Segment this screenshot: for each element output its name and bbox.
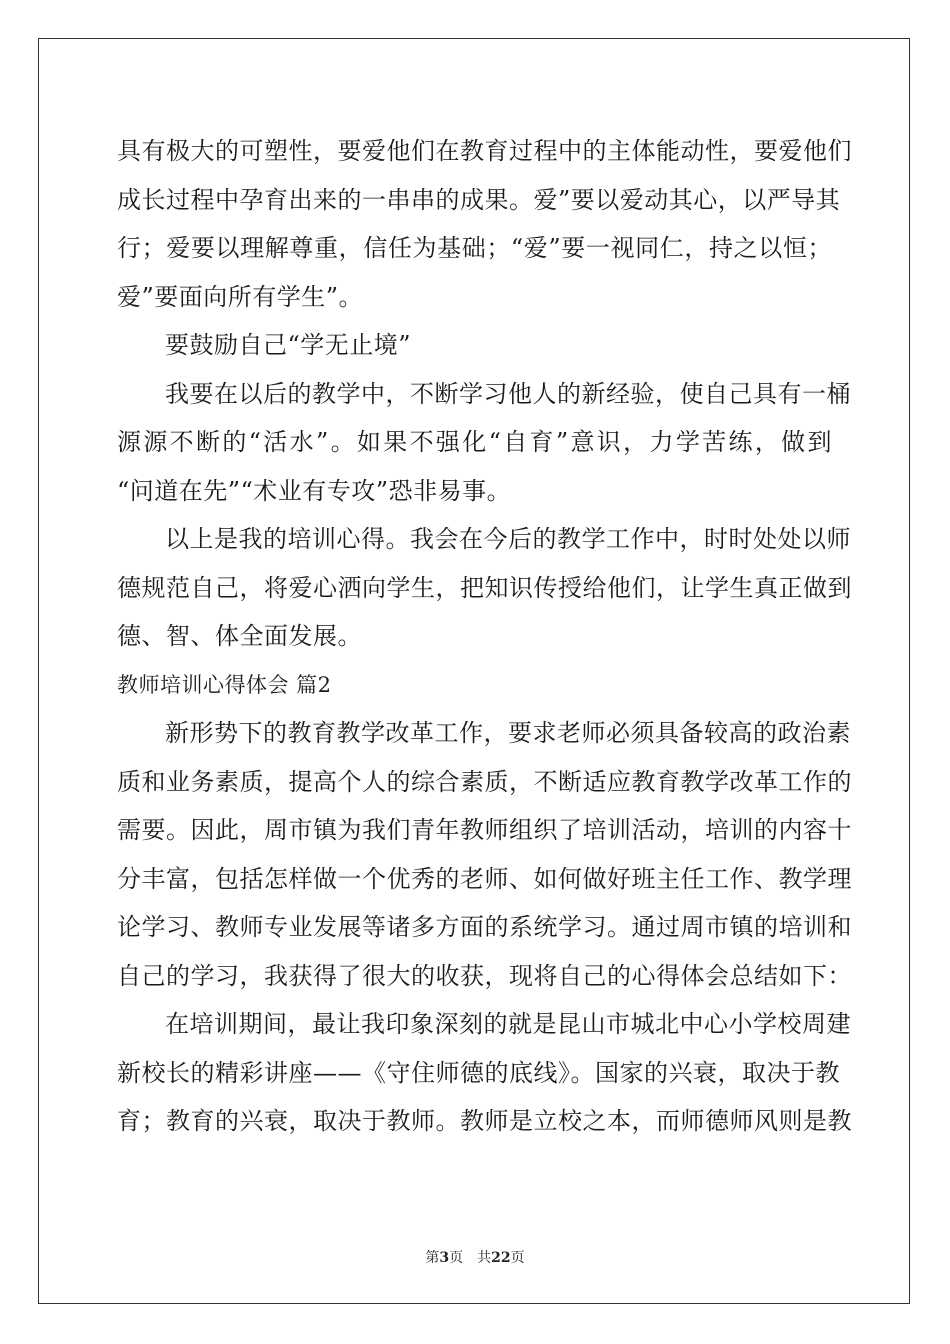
section-subheading: 要鼓励自己“学无止境” bbox=[165, 331, 412, 359]
text-line: 以上是我的培训心得。我会在今后的教学工作中，时时处处以师 bbox=[165, 525, 851, 553]
text-line: 爱”要面向所有学生”。 bbox=[117, 282, 364, 311]
text-line: 德规范自己，将爱心洒向学生，把知识传授给他们，让学生真正做到 bbox=[117, 573, 852, 602]
text-line: 育；教育的兴衰，取决于教师。教师是立校之本，而师德师风则是教 bbox=[117, 1107, 852, 1135]
text-line: 在培训期间，最让我印象深刻的就是昆山市城北中心小学校周建 bbox=[165, 1010, 851, 1038]
text-line: 分丰富，包括怎样做一个优秀的老师、如何做好班主任工作、教学理 bbox=[117, 864, 852, 893]
text-line: 德、智、体全面发展。 bbox=[117, 622, 362, 650]
page-suffix: 页 bbox=[510, 1250, 525, 1266]
text-line: 我要在以后的教学中，不断学习他人的新经验，使自己具有一桶 bbox=[165, 379, 851, 408]
text-line: 新形势下的教育教学改革工作，要求老师必须具备较高的政治素 bbox=[165, 719, 851, 747]
text-line: 自己的学习，我获得了很大的收获，现将自己的心得体会总结如下： bbox=[117, 961, 852, 990]
page-number bbox=[0, 1247, 950, 1267]
page-total: 22 bbox=[491, 1250, 511, 1266]
text-line: 行；爱要以理解尊重，信任为基础；“爱”要一视同仁，持之以恒； bbox=[117, 234, 832, 262]
text-line: “问道在先”“术业有专攻”恐非易事。 bbox=[117, 476, 512, 505]
page-current: 3 bbox=[439, 1250, 450, 1266]
section-heading: 教师培训心得体会 篇2 bbox=[117, 672, 332, 697]
text-line: 质和业务素质，提高个人的综合素质，不断适应教育教学改革工作的 bbox=[117, 767, 852, 796]
text-line: 具有极大的可塑性，要爱他们在教育过程中的主体能动性，要爱他们 bbox=[117, 137, 852, 165]
document-body bbox=[117, 127, 852, 1146]
page-mid: 页 共 bbox=[449, 1250, 492, 1266]
text-line: 新校长的精彩讲座——《守住师德的底线》。国家的兴衰，取决于教 bbox=[117, 1058, 840, 1087]
text-line: 源源不断的“活水”。如果不强化“自育”意识，力学苦练，做到 bbox=[117, 428, 832, 456]
text-line: 成长过程中孕育出来的一串串的成果。爱”要以爱动其心，以严导其 bbox=[117, 185, 841, 214]
text-line: 需要。因此，周市镇为我们青年教师组织了培训活动，培训的内容十 bbox=[117, 816, 852, 844]
page-prefix: 第 bbox=[425, 1250, 440, 1266]
text-line: 论学习、教师专业发展等诸多方面的系统学习。通过周市镇的培训和 bbox=[117, 913, 852, 941]
